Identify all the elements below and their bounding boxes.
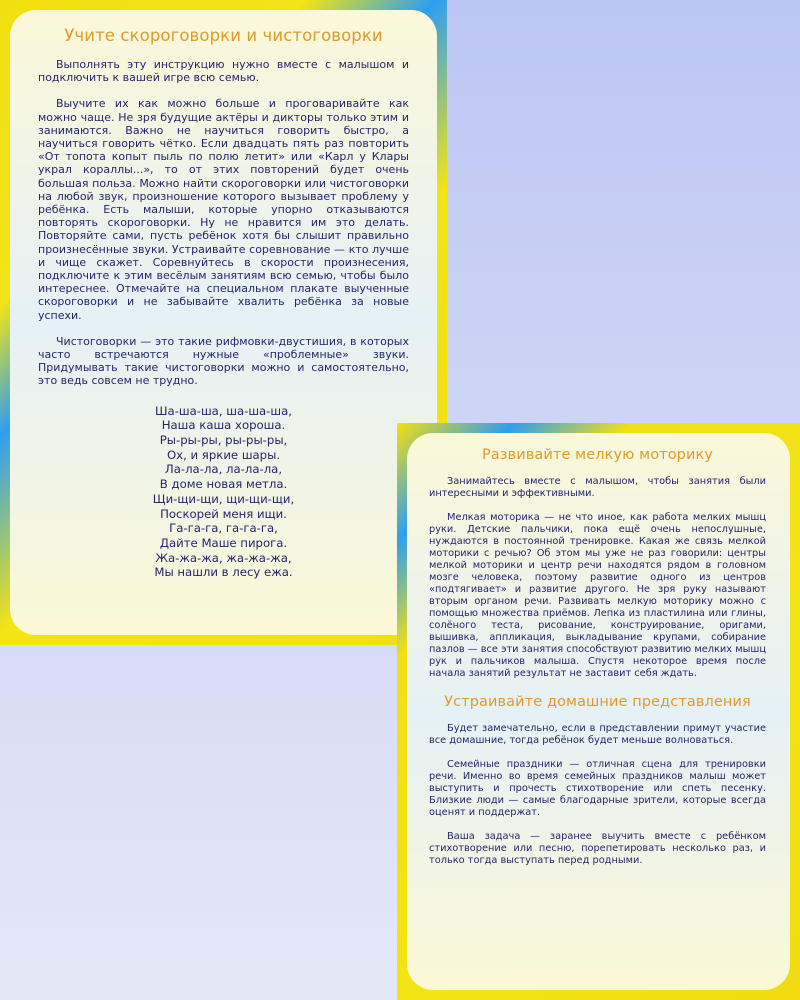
verse-line: Ох, и яркие шары.: [166, 447, 281, 462]
right-card-title: Развивайте мелкую моторику: [481, 447, 714, 463]
verse-line: Ша-ша-ша, ша-ша-ша,: [155, 403, 292, 418]
tongue-twister-verse: [38, 404, 409, 580]
verse-line: Га-га-га, га-га-га,: [169, 521, 278, 536]
verse-line: Дайте Маше пирога.: [159, 536, 288, 550]
verse-line: В доме новая метла.: [159, 477, 288, 492]
left-card: [0, 0, 447, 645]
verse-line: Щи-щи-щи, щи-щи-щи,: [152, 491, 295, 506]
verse-line: Поскорей меня ищи.: [160, 506, 287, 521]
left-card-title: Учите скороговорки и чистоговорки: [64, 26, 383, 45]
verse-line: Мы нашли в лесу ежа.: [154, 565, 293, 580]
verse-line: Ла-ла-ла, ла-ла-ла,: [164, 462, 283, 477]
right-paragraph-3: Будет замечательно, если в представлении примут участие все домашние, тогда ребёнок будет меньше волноваться.: [429, 723, 766, 746]
right-card: [397, 423, 800, 1000]
left-paragraph-1: Выполнять эту инструкцию нужно вместе с малышом и подключить к вашей игре всю семью.: [38, 58, 409, 85]
right-paragraph-2: Мелкая моторика — не что иное, как работа мелких мышц руки. Детские пальчики, пока ещё очень непослушные, нуждаются в постоянной тренировке. Какая же связь мелкой моторики с речью? Об этом мы уже не раз говорили: центры мелкой моторики и центр речи находятся рядом в головном мозге человека, поэтому развитие одного из центров «подтягивает» и развитие другого. Не зря руку называют вторым органом речи. Развивать мелкую моторику можно с помощью множества приёмов. Лепка из пластилина или глины, солёного теста, рисование, конструирование, оригами, вышивка, аппликация, выкладывание крупами, собирание пазлов — все эти занятия способствуют развитию мелких мышц рук и пальчиков малыша. Спустя некоторое время после начала занятий результат не заставит себя ждать.: [429, 512, 766, 679]
left-card-content: [10, 10, 437, 635]
right-paragraph-5: Ваша задача — заранее выучить вместе с ребёнком стихотворение или песню, порепетировать несколько раз, и только тогда выступать перед родными.: [429, 831, 766, 866]
verse-line: Жа-жа-жа, жа-жа-жа,: [155, 550, 292, 565]
verse-line: Ры-ры-ры, ры-ры-ры,: [159, 433, 288, 448]
left-paragraph-3: Чистоговорки — это такие рифмовки-двустишия, в которых часто встречаются нужные «проблемные» звуки. Придумывать такие чистоговорки можно и самостоятельно, это ведь совсем не трудно.: [38, 334, 409, 388]
right-paragraph-1: Занимайтесь вместе с малышом, чтобы занятия были интересными и эффективными.: [429, 476, 766, 499]
right-card-subtitle: Устраивайте домашние представления: [444, 694, 751, 710]
verse-line: Наша каша хороша.: [161, 418, 286, 433]
right-card-content: [407, 433, 790, 990]
right-paragraph-4: Семейные праздники — отличная сцена для тренировки речи. Именно во время семейных праздников малыш может выступить и прочесть стихотворение или спеть песенку. Близкие люди — самые благодарные зрители, которые всегда оценят и поддержат.: [429, 759, 766, 818]
left-paragraph-2: Выучите их как можно больше и проговаривайте как можно чаще. Не зря будущие актёры и дикторы только этим и занимаются. Важно не научиться говорить быстро, а научиться говорить чётко. Если двадцать пять раз повторить «От топота копыт пыль по полю летит» или «Карл у Клары украл кораллы...», то от этих повторений будет очень большая польза. Можно найти скороговорки или чистоговорки на любой звук, произношение которого вызывает проблему у ребёнка. Есть малыши, которые упорно отказываются повторять скороговорки. Ну не нравится им это делать. Повторяйте сами, пусть ребёнок хотя бы слышит правильно произнесённые звуки. Устраивайте соревнование — кто лучше и чище скажет. Соревнуйтесь в скорости произнесения, подключите к этим весёлым занятиям всю семью, чтобы было интереснее. Отмечайте на специальном плакате выученные скороговорки и не забывайте хвалить ребёнка за новые успехи.: [38, 97, 409, 322]
